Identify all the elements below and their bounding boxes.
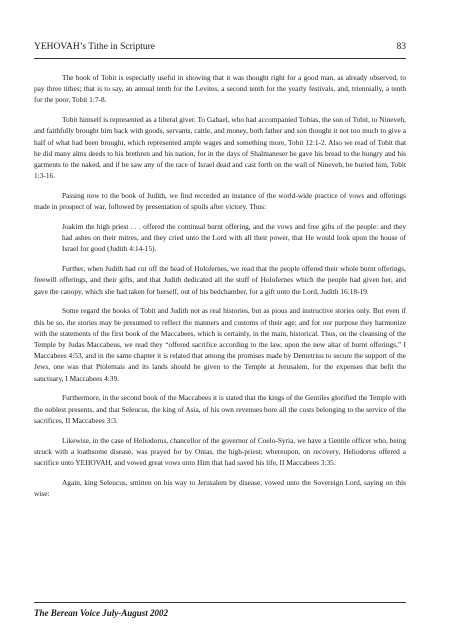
- block-quote: [62, 221, 406, 255]
- paragraph: Passing now to the book of Judith, we find recorded an instance of the world-wide practice of vows and offerings made in prospect of war, followed by presentation of spoils after victory. Thus:: [34, 191, 406, 212]
- article-body: [34, 72, 406, 508]
- paragraph: Likewise, in the case of Heliodorus, chancellor of the governor of Coelo-Syria, we have a Gentile officer who, being struck with a loathsome disease, was prayed for by Onias, the high-priest; whereupon, on recovery, Heliodorus offered a sacrifice unto YEHOVAH, and vowed great vows unto Him that had saved his life, II Maccabees 3:35.: [34, 435, 406, 468]
- quote-text: Joakim the high priest . . . offered the continual burnt offering, and the vows and free gifts of the people: and they had ashes on their mitres, and they cried unto the Lord with all their power, that He would look upon the house of Israel for good (Judith 4:14-15).: [62, 222, 406, 254]
- paragraph: The book of Tobit is especially useful in showing that it was thought right for a good man, as already observed, to pay three tithes; that is to say, an annual tenth for the Levites, a second tenth for the yearly festivals, and, triennially, a tenth for the poor, Tobit 1:7-8.: [34, 73, 406, 105]
- footer-divider: [34, 602, 406, 603]
- paragraph: Some regard the books of Tobit and Judith not as real histories, but as pious and instructive stories only. But even if this be so, the stories may be presumed to reflect the manners and customs of their age; and for our purpose they harmonize with the statements of the first book of the Maccabees, which is certainly, in the main, historical. Thus, on the cleansing of the Temple by Judas Maccabeus, we read they “offered sacrifice according to the law, upon the new altar of burnt offerings,” I Maccabees 4:53, and in the same chapter it is related that among the promises made by Demetrius to secure the support of the Jews, one was that Ptolemais and its lands should be given to the Temple at Jerusalem, for the expenses that befit the sanctuary, I Maccabees 4:39.: [34, 306, 406, 383]
- page-number: 83: [396, 42, 406, 52]
- paragraph: Tobit himself is represented as a liberal giver. To Gabael, who had accompanied Tobias, the son of Tobit, to Nineveh, and faithfully brought him back with goods, servants, cattle, and money, both father and son thought it not too much to give a half of what had been brought, which represented ample wages and something more, Tobit 12:1-2. Also we read of Tobit that he did many alms deeds to his brethren and his nation, for in the days of Shalmaneser he gave his bread to the hungry and his garments to the naked, and if he saw any of the race of Israel dead and cast forth on the wall of Nineveh, he buried him, Tobit 1:3-16.: [34, 115, 406, 181]
- paragraph: Further, when Judith had cut off the head of Holofernes, we read that the people offered their whole burnt offerings, freewill offerings, and their gifts, and that Judith dedicated all the stuff of Holofernes which the people had given her, and gave the canopy, which she had taken for herself, out of his bedchamber, for a gift unto the Lord, Judith 16:18-19.: [34, 264, 406, 296]
- paragraph: Furthermore, in the second book of the Maccabees it is stated that the kings of the Gentiles glorified the Temple with the noblest presents, and that Seleucus, the king of Asia, of his own revenues bore all the costs belonging to the service of the sacrifices, II Maccabees 3:3.: [34, 393, 406, 425]
- running-header: [34, 42, 406, 52]
- paragraph: Again, king Seleucus, smitten on his way to Jerusalem by disease, vowed unto the Sovereign Lord, saying on this wise:: [34, 477, 406, 499]
- header-divider: [34, 58, 406, 59]
- publication-footer: The Berean Voice July-August 2002: [34, 608, 169, 618]
- running-title: YEHOVAH’s Tithe in Scripture: [34, 42, 155, 52]
